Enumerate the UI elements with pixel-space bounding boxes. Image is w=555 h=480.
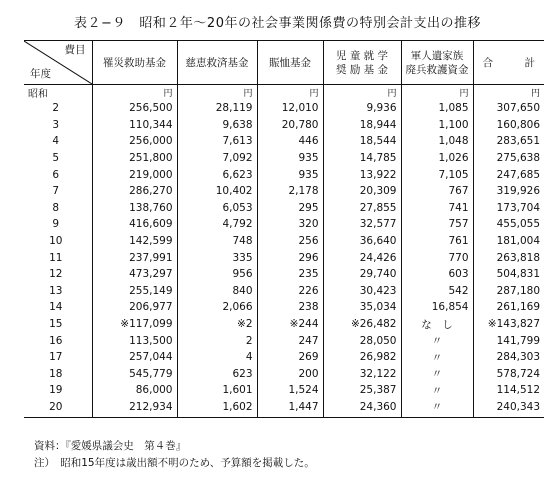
year-cell: 10 xyxy=(49,235,63,248)
year-cell: 12 xyxy=(49,268,63,281)
value-cell: 935 xyxy=(257,166,323,183)
value-cell: 2,066 xyxy=(177,299,257,316)
value-cell: 24,426 xyxy=(323,249,401,266)
value-cell: 173,704 xyxy=(473,200,544,217)
unit-row xyxy=(24,85,544,101)
value-cell: 1,085 xyxy=(401,100,473,117)
value-cell: 7,105 xyxy=(401,166,473,183)
year-cell: 18 xyxy=(49,367,63,380)
year-cell: 5 xyxy=(52,152,60,165)
value-cell: 138,760 xyxy=(92,200,177,217)
value-cell: 〃 xyxy=(401,349,473,366)
footnote: 注） 昭和15年度は歳出額不明のため、予算額を掲載した。 xyxy=(34,457,315,469)
value-cell: 30,423 xyxy=(323,283,401,300)
value-cell: ※2 xyxy=(177,316,257,333)
source-note: 資料：『愛媛県議会史 第４巻』 xyxy=(34,440,187,452)
value-cell: 13,922 xyxy=(323,166,401,183)
year-cell: 20 xyxy=(24,399,92,418)
value-cell: 25,387 xyxy=(323,382,401,399)
value-cell: 226 xyxy=(257,283,323,300)
value-cell: 〃 xyxy=(401,332,473,349)
value-cell: 〃 xyxy=(401,366,473,383)
column-header: 慈恵救済基金 xyxy=(177,41,257,85)
year-cell: 14 xyxy=(49,301,63,314)
value-cell: 1,447 xyxy=(257,399,323,418)
table-row xyxy=(24,133,544,150)
value-cell: 1,601 xyxy=(177,382,257,399)
value-cell: 141,799 xyxy=(473,332,544,349)
value-cell: 7,613 xyxy=(177,133,257,150)
value-cell: 307,650 xyxy=(473,100,544,117)
value-cell: 623 xyxy=(177,366,257,383)
table-row xyxy=(24,183,544,200)
unit-label: 円 xyxy=(323,85,401,101)
value-cell: 32,577 xyxy=(323,216,401,233)
value-cell: 4,792 xyxy=(177,216,257,233)
table-row xyxy=(24,150,544,167)
value-cell: 935 xyxy=(257,150,323,167)
value-cell: 263,818 xyxy=(473,249,544,266)
value-cell: 1,026 xyxy=(401,150,473,167)
header-row xyxy=(24,41,544,85)
value-cell: 32,122 xyxy=(323,366,401,383)
value-cell: 2 xyxy=(177,332,257,349)
value-cell: 295 xyxy=(257,200,323,217)
value-cell: 545,779 xyxy=(92,366,177,383)
value-cell: 840 xyxy=(177,283,257,300)
value-cell: 473,297 xyxy=(92,266,177,283)
value-cell: 247 xyxy=(257,332,323,349)
value-cell: 18,944 xyxy=(323,117,401,134)
value-cell: 9,936 xyxy=(323,100,401,117)
unit-label: 円 xyxy=(177,85,257,101)
value-cell: 446 xyxy=(257,133,323,150)
table-row xyxy=(24,266,544,283)
value-cell: 〃 xyxy=(401,382,473,399)
value-cell: 284,303 xyxy=(473,349,544,366)
value-cell: 6,053 xyxy=(177,200,257,217)
value-cell: 18,544 xyxy=(323,133,401,150)
value-cell: 286,270 xyxy=(92,183,177,200)
value-cell: 748 xyxy=(177,233,257,250)
table-row xyxy=(24,166,544,183)
table-row xyxy=(24,332,544,349)
value-cell: 16,854 xyxy=(401,299,473,316)
column-header: 軍人遺家族 廃兵救護資金 xyxy=(401,41,473,85)
value-cell: 1,100 xyxy=(401,117,473,134)
value-cell: 212,934 xyxy=(92,399,177,418)
table-row xyxy=(24,349,544,366)
year-cell: 15 xyxy=(49,318,63,331)
value-cell: 27,855 xyxy=(323,200,401,217)
table-row xyxy=(24,249,544,266)
value-cell: 257,044 xyxy=(92,349,177,366)
value-cell: 110,344 xyxy=(92,117,177,134)
year-cell: 8 xyxy=(52,201,60,214)
value-cell: ※26,482 xyxy=(323,316,401,333)
value-cell: 9,638 xyxy=(177,117,257,134)
table-title: 表２−９ 昭和２年〜20年の社会事業関係費の特別会計支出の推移 xyxy=(74,16,481,31)
value-cell: 200 xyxy=(257,366,323,383)
value-cell: 741 xyxy=(401,200,473,217)
value-cell: 296 xyxy=(257,249,323,266)
value-cell: 255,149 xyxy=(92,283,177,300)
table-row xyxy=(24,382,544,399)
value-cell: 237,991 xyxy=(92,249,177,266)
table-row xyxy=(24,200,544,217)
value-cell: 542 xyxy=(401,283,473,300)
value-cell: 10,402 xyxy=(177,183,257,200)
value-cell: 206,977 xyxy=(92,299,177,316)
value-cell: 7,092 xyxy=(177,150,257,167)
column-header: 賑恤基金 xyxy=(257,41,323,85)
value-cell: 256 xyxy=(257,233,323,250)
value-cell: 20,309 xyxy=(323,183,401,200)
year-cell: 13 xyxy=(49,284,63,297)
value-cell: 770 xyxy=(401,249,473,266)
unit-label: 円 xyxy=(92,85,177,101)
column-header: 合 計 xyxy=(473,41,544,85)
year-cell: 19 xyxy=(49,384,63,397)
value-cell: 761 xyxy=(401,233,473,250)
year-cell: 4 xyxy=(52,135,60,148)
value-cell: 269 xyxy=(257,349,323,366)
unit-label: 円 xyxy=(401,85,473,101)
value-cell: 603 xyxy=(401,266,473,283)
column-header: 児 童 就 学 奨 励 基 金 xyxy=(323,41,401,85)
year-cell: 17 xyxy=(49,351,63,364)
value-cell: 319,926 xyxy=(473,183,544,200)
value-cell: 247,685 xyxy=(473,166,544,183)
expenditure-table xyxy=(24,40,544,418)
table-row xyxy=(24,233,544,250)
year-cell: 2 xyxy=(52,102,60,115)
value-cell: ※143,827 xyxy=(473,316,544,333)
value-cell: 455,055 xyxy=(473,216,544,233)
unit-label: 円 xyxy=(473,85,544,101)
value-cell: 256,000 xyxy=(92,133,177,150)
value-cell: 29,740 xyxy=(323,266,401,283)
year-cell: 9 xyxy=(52,218,60,231)
value-cell: 956 xyxy=(177,266,257,283)
value-cell: 28,119 xyxy=(177,100,257,117)
year-cell: 16 xyxy=(49,334,63,347)
value-cell: 1,524 xyxy=(257,382,323,399)
era-label: 昭和 xyxy=(28,89,48,100)
year-cell: 6 xyxy=(52,168,60,181)
corner-label-item: 費目 xyxy=(64,44,86,56)
year-cell: 11 xyxy=(49,251,63,264)
footnotes xyxy=(34,438,315,472)
value-cell: 181,004 xyxy=(473,233,544,250)
value-cell: 256,500 xyxy=(92,100,177,117)
unit-label: 円 xyxy=(257,85,323,101)
column-header: 罹災救助基金 xyxy=(92,41,177,85)
table-row xyxy=(24,299,544,316)
value-cell: 36,640 xyxy=(323,233,401,250)
value-cell: 251,800 xyxy=(92,150,177,167)
value-cell: 287,180 xyxy=(473,283,544,300)
value-cell: 4 xyxy=(177,349,257,366)
table-row xyxy=(24,399,544,418)
value-cell: 335 xyxy=(177,249,257,266)
value-cell: 275,638 xyxy=(473,150,544,167)
value-cell: 261,169 xyxy=(473,299,544,316)
value-cell: 114,512 xyxy=(473,382,544,399)
value-cell: 26,982 xyxy=(323,349,401,366)
table-row xyxy=(24,216,544,233)
value-cell: 35,034 xyxy=(323,299,401,316)
value-cell: 767 xyxy=(401,183,473,200)
year-cell: 7 xyxy=(52,185,60,198)
value-cell: 〃 xyxy=(401,399,473,418)
table-row xyxy=(24,117,544,134)
value-cell: 240,343 xyxy=(473,399,544,418)
value-cell: 219,000 xyxy=(92,166,177,183)
value-cell: 14,785 xyxy=(323,150,401,167)
corner-label-year: 年度 xyxy=(30,68,51,80)
table-row xyxy=(24,100,544,117)
value-cell: 20,780 xyxy=(257,117,323,134)
year-cell: 3 xyxy=(52,118,60,131)
value-cell: 320 xyxy=(257,216,323,233)
value-cell: 160,806 xyxy=(473,117,544,134)
table-row xyxy=(24,283,544,300)
value-cell: な し xyxy=(401,316,473,333)
value-cell: 504,831 xyxy=(473,266,544,283)
value-cell: 113,500 xyxy=(92,332,177,349)
table-body xyxy=(24,100,544,418)
value-cell: 1,602 xyxy=(177,399,257,418)
value-cell: 578,724 xyxy=(473,366,544,383)
table-row xyxy=(24,316,544,333)
value-cell: 757 xyxy=(401,216,473,233)
value-cell: 28,050 xyxy=(323,332,401,349)
value-cell: 235 xyxy=(257,266,323,283)
value-cell: 24,360 xyxy=(323,399,401,418)
value-cell: 1,048 xyxy=(401,133,473,150)
value-cell: 2,178 xyxy=(257,183,323,200)
value-cell: 86,000 xyxy=(92,382,177,399)
value-cell: 416,609 xyxy=(92,216,177,233)
table-row xyxy=(24,366,544,383)
value-cell: ※117,099 xyxy=(92,316,177,333)
corner-header-cell xyxy=(24,41,92,85)
value-cell: 142,599 xyxy=(92,233,177,250)
value-cell: 238 xyxy=(257,299,323,316)
value-cell: ※244 xyxy=(257,316,323,333)
value-cell: 283,651 xyxy=(473,133,544,150)
value-cell: 12,010 xyxy=(257,100,323,117)
value-cell: 6,623 xyxy=(177,166,257,183)
